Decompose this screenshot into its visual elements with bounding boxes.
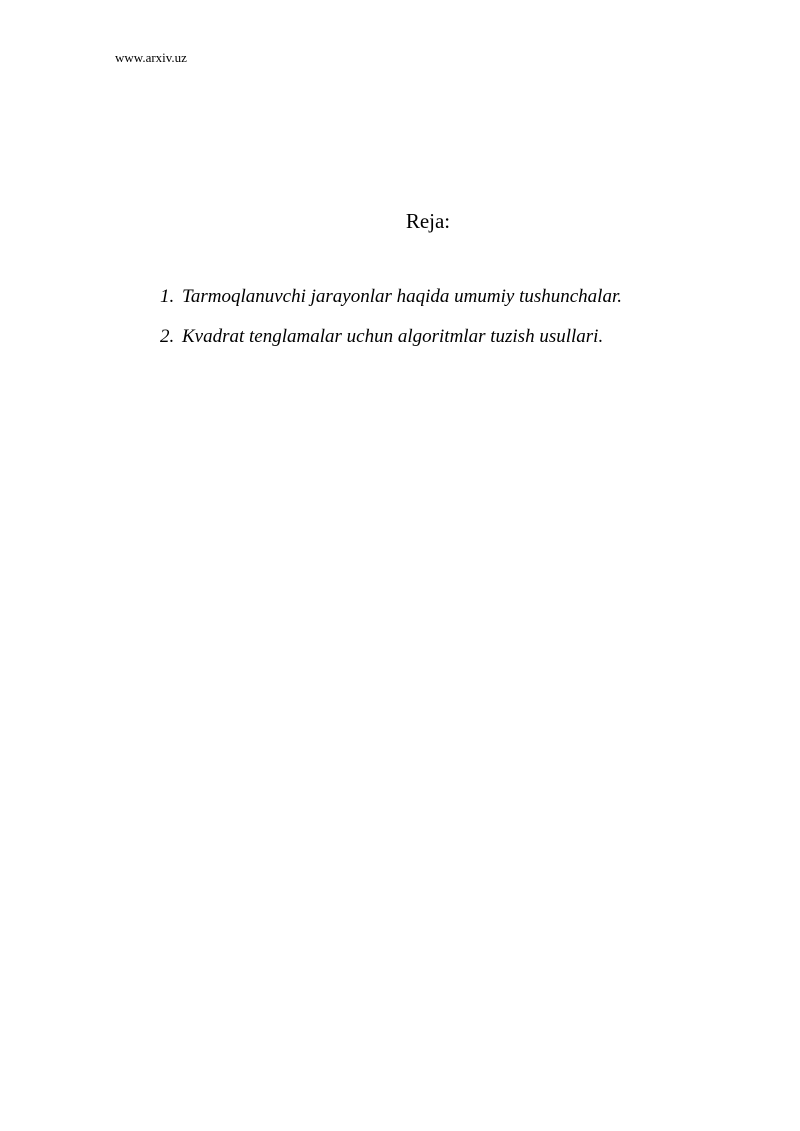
list-item-number: 2. [160, 326, 175, 347]
list-item [160, 285, 622, 325]
page-title: Reja: [405, 209, 451, 233]
list-item-number: 1. [160, 286, 175, 307]
list-item-text: Tarmoqlanuvchi jarayonlar haqida umumiy tushunchalar. [182, 286, 622, 307]
site-url-header: www.arxiv.uz [115, 50, 187, 65]
list-item [160, 325, 622, 365]
plan-list [160, 285, 622, 365]
list-item-text: Kvadrat tenglamalar uchun algoritmlar tuzish usullari. [182, 326, 604, 347]
